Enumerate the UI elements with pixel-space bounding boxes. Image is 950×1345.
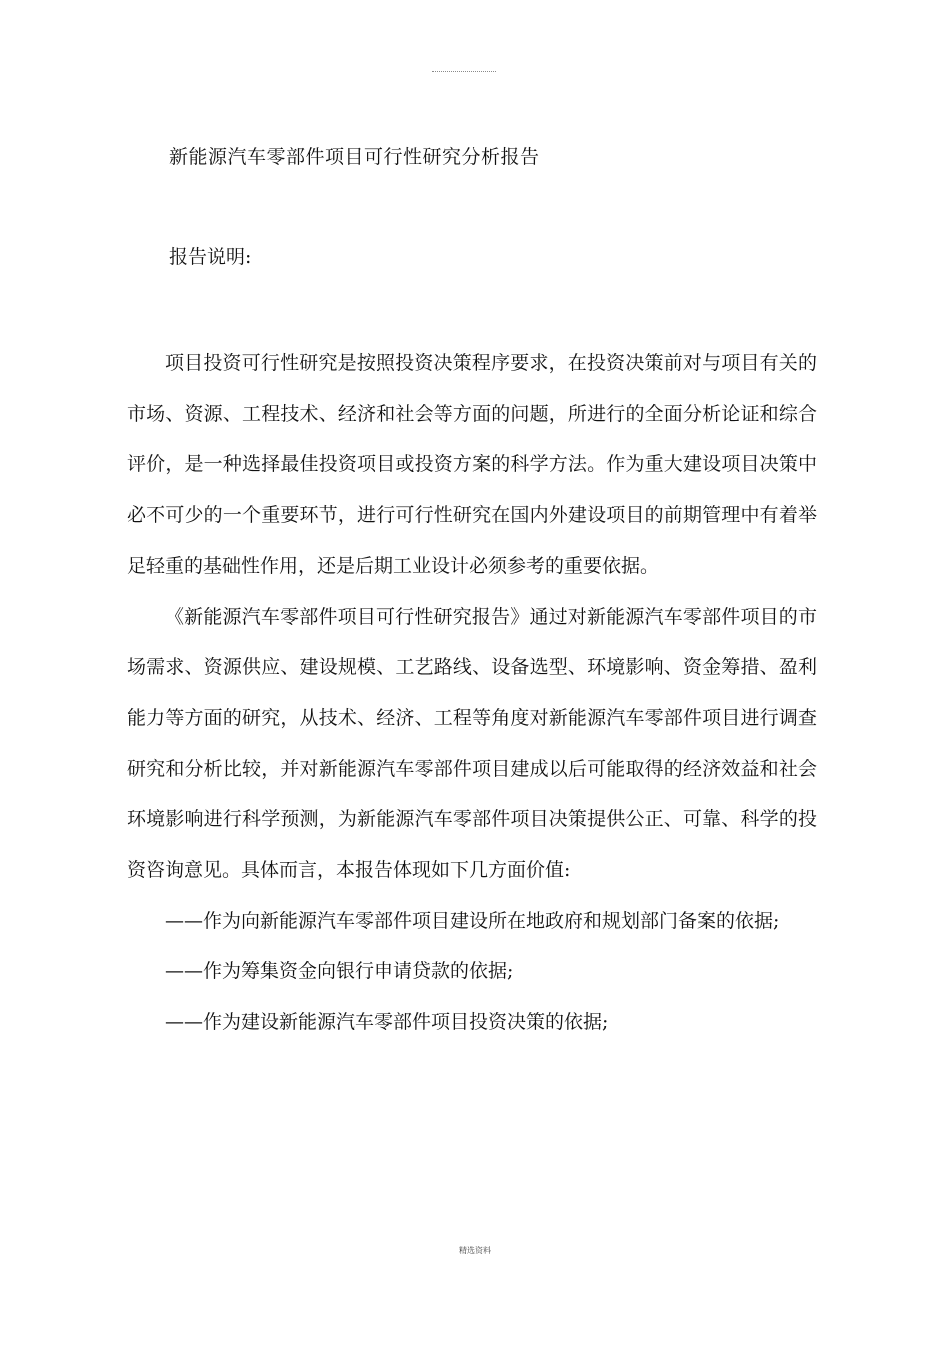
page-footer: 精选资料 [459,1246,491,1255]
section-heading: 报告说明: [169,246,252,268]
paragraph: 《新能源汽车零部件项目可行性研究报告》通过对新能源汽车零部件项目的市场需求、资源供应、建设规模、工艺路线、设备选型、环境影响、资金筹措、盈利能力等方面的研究，从技术、经济、工程等角度对新能源汽车零部件项目进行调查研究和分析比较，并对新能源汽车零部件项目建成以后可能取得的经济效益和社会环境影响进行科学预测，为新能源汽车零部件项目决策提供公正、可靠、科学的投资咨询意见。具体而言，本报告体现如下几方面价值: [127,605,817,882]
paragraph: ——作为建设新能源汽车零部件项目投资决策的依据; [165,1011,609,1034]
paragraph: ——作为筹集资金向银行申请贷款的依据; [165,960,514,983]
document-body [127,338,817,1048]
header-rule [432,71,496,72]
paragraph: 项目投资可行性研究是按照投资决策程序要求，在投资决策前对与项目有关的市场、资源、工程技术、经济和社会等方面的问题，所进行的全面分析论证和综合评价，是一种选择最佳投资项目或投资方案的科学方法。作为重大建设项目决策中必不可少的一个重要环节，进行可行性研究在国内外建设项目的前期管理中有着举足轻重的基础性作用，还是后期工业设计必须参考的重要依据。 [127,352,817,577]
document-title: 新能源汽车零部件项目可行性研究分析报告 [169,146,540,168]
paragraph: ——作为向新能源汽车零部件项目建设所在地政府和规划部门备案的依据; [165,909,780,932]
